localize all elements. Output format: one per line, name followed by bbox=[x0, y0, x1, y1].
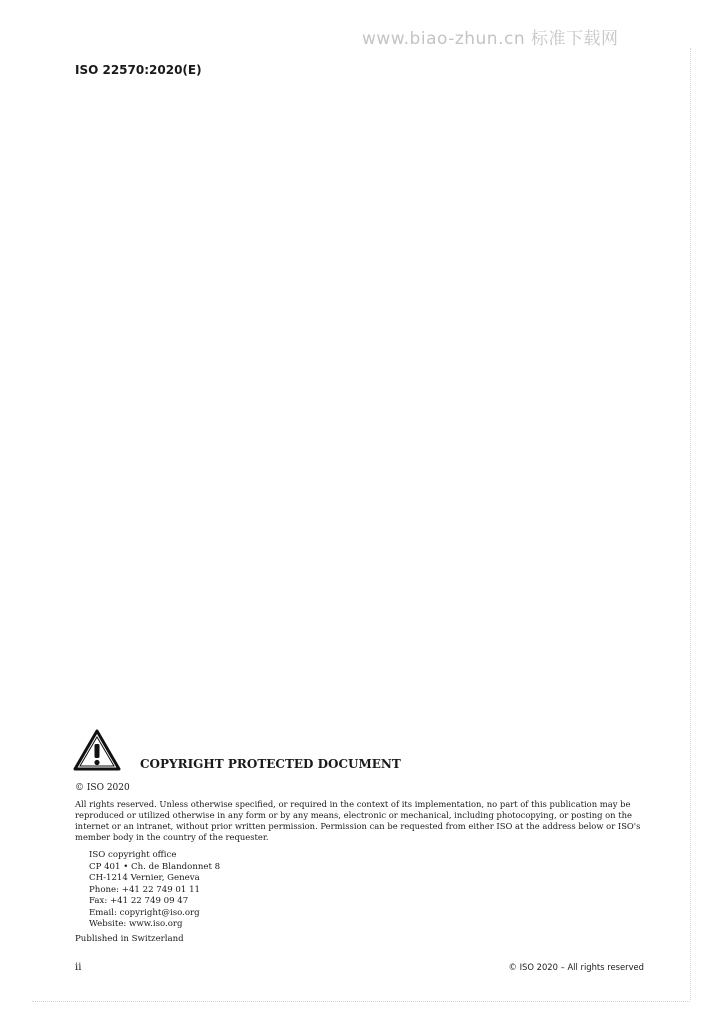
address-line-phone: Phone: +41 22 749 01 11 bbox=[89, 884, 201, 895]
address-line-email: Email: copyright@iso.org bbox=[89, 907, 200, 918]
document-id: ISO 22570:2020(E) bbox=[75, 63, 202, 77]
footer-copyright: © ISO 2020 – All rights reserved bbox=[508, 962, 644, 972]
copyright-heading: COPYRIGHT PROTECTED DOCUMENT bbox=[140, 757, 401, 771]
page-number: ii bbox=[75, 962, 82, 973]
watermark-text: www.biao-zhun.cn 标准下载网 bbox=[362, 29, 619, 49]
address-line-fax: Fax: +41 22 749 09 47 bbox=[89, 896, 189, 906]
address-line-office: ISO copyright office bbox=[89, 850, 177, 860]
page-edge-rule-bottom bbox=[32, 1001, 690, 1002]
address-block bbox=[89, 850, 220, 931]
address-line-street: CP 401 • Ch. de Blandonnet 8 bbox=[89, 861, 221, 872]
address-line-website: Website: www.iso.org bbox=[89, 919, 183, 929]
page-edge-rule-right bbox=[690, 48, 691, 1000]
rights-paragraph: All rights reserved. Unless otherwise specified, or required in the context of its implementation, no part of this publication may be reproduced or utilized otherwise in any form or by any means, electronic or mechanical, including photocopying, or posting on the internet or an intranet, without prior written permission. Permission can be requested from either ISO at the address below or ISO's member body in the country of the requester. bbox=[75, 799, 641, 842]
address-line-city: CH-1214 Vernier, Geneva bbox=[89, 873, 200, 883]
warning-triangle-icon bbox=[73, 729, 121, 771]
copyright-notice: © ISO 2020 bbox=[75, 783, 130, 793]
published-location: Published in Switzerland bbox=[75, 934, 184, 944]
